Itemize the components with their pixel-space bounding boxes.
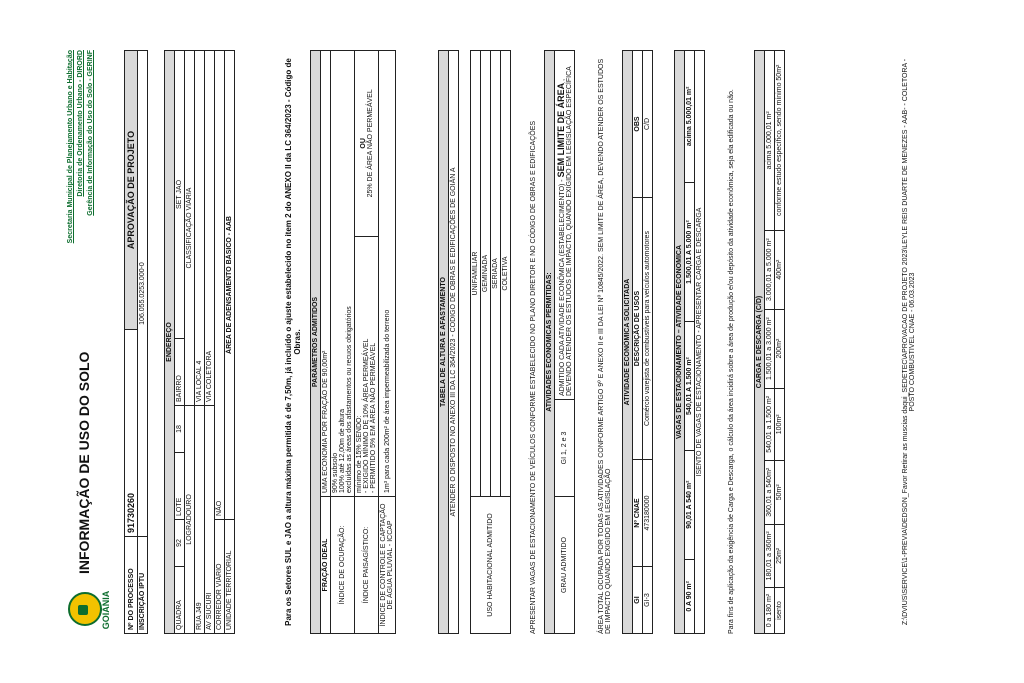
document-page [62,42,962,642]
parking-range: 0 A 90 m² [685,559,695,633]
ocupacao-values [331,50,355,496]
lote-value: 18 [175,405,185,452]
document-header [66,50,122,634]
col-header: GI [633,566,643,633]
col-header: Nº CNAE [633,459,643,566]
address-table [164,50,235,634]
loading-value: 400m² [775,230,785,309]
ocupacao-line-3: excluídas as áreas dos afastamentos ou recuos obrigatórios [346,305,353,493]
city-seal-icon [68,592,102,626]
street-2: AV SUCURI [205,405,215,633]
parking-range: 1.500,01 A 5.000 m² [685,182,695,322]
goiania-logo [68,586,116,634]
loading-range: 180,01 a 360m² [765,524,775,588]
use-item: UNIFAMILIAR [471,50,481,496]
activities-text-2: , DEVENDO ATENDER OS ESTUDOS DE IMPACTO, QUANDO EXIGIDO EM LEGISLAÇÃO ESPECÍFICA [559,65,573,396]
parameters-table [310,50,396,634]
ocupacao-line-2: 100% até 12,00m de altura [339,408,346,493]
logradouro-label: LOGRADOURO [185,405,195,633]
loading-value: conforme estudo específico, sendo mínimo 50m² [775,50,785,230]
parking-exempt-note: ISENTO DE VAGAS DE ESTACIONAMENTO - APRESENTAR CARGA E DESCARGA [695,50,705,633]
nao-permeavel-cell [355,50,379,236]
use-label: USO HABITACIONAL ADMITIDO [471,496,511,633]
activities-text [555,50,575,399]
paisagistico-values [355,236,379,496]
parking-table [674,50,705,634]
height-table [438,50,459,634]
height-title: TABELA DE ALTURA E AFASTAMENTO [439,50,449,633]
grau-label: GRAU ADMITIDO [555,496,575,633]
bairro-value: SET JAÓ [175,50,185,338]
loading-range: acima 5.000,01 m² [765,50,775,230]
document-title: INFORMAÇÃO DE USO DO SOLO [76,351,92,574]
loading-value: 50m² [775,460,785,524]
col-header: OBS [633,50,643,197]
activities-highlight: SEM LIMITE DE ÁREA [556,82,566,177]
fracao-label: FRAÇÃO IDEAL [321,496,331,633]
parking-note: APRESENTAR VAGAS DE ESTACIONAMENTO DE VEÍCULOS CONFORME ESTABELECIDO NO PLANO DIRETOR E NO CÓDIGO DE OBRAS E EDIFICAÇÕES [530,120,537,634]
table-cell: 473180000 [643,459,653,566]
ou-label: OU [359,137,367,149]
activities-title: ATIVIDADES ECONOMICAS PERMITIDAS: [545,50,555,633]
department-block [66,50,96,310]
use-table [470,50,511,634]
loading-note: Para fins de aplicação da exigência de Carga e Descarga, o cálculo da área incidirá sobre a área de produção e/ou depósito da atividade econômica, seja ela edificada ou não. [728,88,735,634]
lote-label: LOTE [175,452,185,519]
requested-title: ATIVIDADE ECONÔMICA SOLICITADA [623,50,633,633]
process-label: Nº DO PROCESSO [125,536,138,633]
ocupacao-line-1: 90% subsolo [332,452,339,493]
unidade-label: UNIDADE TERRITORIAL [225,519,235,633]
loading-value: 100m² [775,388,785,460]
process-type: APROVAÇÃO DE PROJETO [125,50,138,329]
loading-title: CARGA E DESCARGA (C/D) [755,50,765,633]
grau-value: GI 1, 2 e 3 [555,399,575,496]
paisagistico-line-1: mínimo de 15% SENDO: [356,415,363,493]
bairro-label: BAIRRO [175,338,185,405]
loading-range: 3.000,01 a 5.000 m² [765,230,775,309]
parameters-title: PARÂMETROS ADMITIDOS [311,50,321,633]
iptu-label: INSCRIÇÃO IPTU [138,536,148,633]
gerencia-name: Gerência de Informação do Uso do Solo - GERINF [87,49,94,216]
iccap-value: 1m³ para cada 200m² de área impermeabilizada do terreno [379,50,396,496]
table-cell: Comércio varejista de combustíveis para veículos automotores [643,197,653,459]
corredor-label: CORREDOR VIÁRIO [215,519,225,633]
classificacao-label: CLASSIFICAÇÃO VIÁRIA [185,50,195,405]
loading-value: isento [775,587,785,633]
paisagistico-line-2: - EXIGIDO MÍNIMO DE 10% ÁREA PERMEÁVEL [363,338,370,493]
requested-activity-table [622,50,653,634]
iccap-label: ÍNDICE DE CONTROLE E CAPTAÇÃO DE ÁGUA PLUVIAL - ICCAP [379,496,396,633]
loading-range: 360,01 a 540m² [765,460,775,524]
loading-range: 540,01 a 1.500 m² [765,388,775,460]
paisagistico-line-3: - PERMITIDO 5% EM ÁREA NÃO PERMEÁVEL [370,342,377,493]
file-path-footer: Z:\DVIUS\SERVICE\1-PREVIA\DEDSON_Favor Retirar as muscias daqui_SEDETEC\APROVACAO DE PROJETO 2023\LEYLE REIS DUARTE DE MENEZES - AAB- - COLETORA - POSTO COMBUSTIVEL CNAE - 06.03.2023 [902,58,916,625]
secretaria-name: Secretaria Municipal de Planejamento Urbano e Habitação [67,49,74,243]
use-item: GEMINADA [481,50,491,496]
corredor-value: NÃO [215,50,225,519]
process-number: 91730260 [125,329,138,536]
loading-table [754,50,785,634]
street-2-class: VIA COLETORA [205,50,215,405]
ocupacao-label: ÍNDICE DE OCUPAÇÃO: [331,496,355,633]
loading-range: 1.500,01 a 3.000 m² [765,309,775,388]
city-name: GOIÂNIA [101,590,111,629]
activities-note: ÁREA TOTAL OCUPADA POR TODAS AS ATIVIDADES CONFORME ARTIGO 9º E ANEXO II e III DA LEI Nº 10845/2022. SEM LIMITE DE ÁREA, DEVENDO ATENDER OS ESTUDOS DE IMPACTO QUANDO EXIGIDO EM LEGISLAÇÃO [598,58,612,634]
street-1: RUA J49 [195,405,205,633]
paisagistico-label: ÍNDICE PAISAGÍSTICO: [355,496,379,633]
parking-range: 90,01 A 540 m² [685,450,695,559]
table-cell: C/D [643,50,653,197]
unidade-value: ÁREA DE ADENSAMENTO BÁSICO - AAB [225,50,235,519]
use-item: SERIADA [491,50,501,496]
height-text: ATENDER O DISPOSTO NO ANEXO III DA LC 364/2023 - CODIGO DE OBRAS E EDIFICAÇÕES DE GOIÂN A [449,50,459,633]
quadra-label: QUADRA [175,566,185,633]
nao-permeavel-value: 25% DE ÁREA NÃO PERMEÁVEL [366,88,374,197]
parking-title: VAGAS DE ESTACIONAMENTO – ATIVIDADE ECONOMICA [675,50,685,633]
activities-table [544,50,575,634]
diretoria-name: Diretoria de Ordenamento Urbano - DIRORD [77,49,84,197]
loading-range: 0 a 180 m² [765,587,775,633]
use-item: COLETIVA [501,50,511,496]
address-title: ENDEREÇO [165,50,175,633]
loading-value: 200m² [775,309,785,388]
parking-range: 540,01 A 1.500 m² [685,321,695,449]
fracao-value: UMA ECONOMIA POR FRAÇÃO DE 90,00m² [321,50,331,496]
street-1-class: VIA LOCAL 4 [195,50,205,405]
process-table [124,50,148,634]
sectors-note: Para os Setores SUL e JAO a altura máxima permitida é de 7,50m, já incluído o ajuste estabelecido no item 2 do ANEXO II da LC 364/2023 - Código de Obras. [284,57,302,626]
iptu-number: 106.055.0253.000-0 [138,50,148,536]
activities-text-1: ADMITIDO CADA ATIVIDADE ECONÔMICA (ESTABELECIMENTO) - [559,178,566,396]
loading-value: 25m² [775,524,785,588]
parking-range: acima 5.000,01 m² [685,50,695,182]
col-header: DESCRIÇÃO DE USOS [633,197,643,459]
table-cell: GI-3 [643,566,653,633]
quadra-value: 92 [175,519,185,566]
